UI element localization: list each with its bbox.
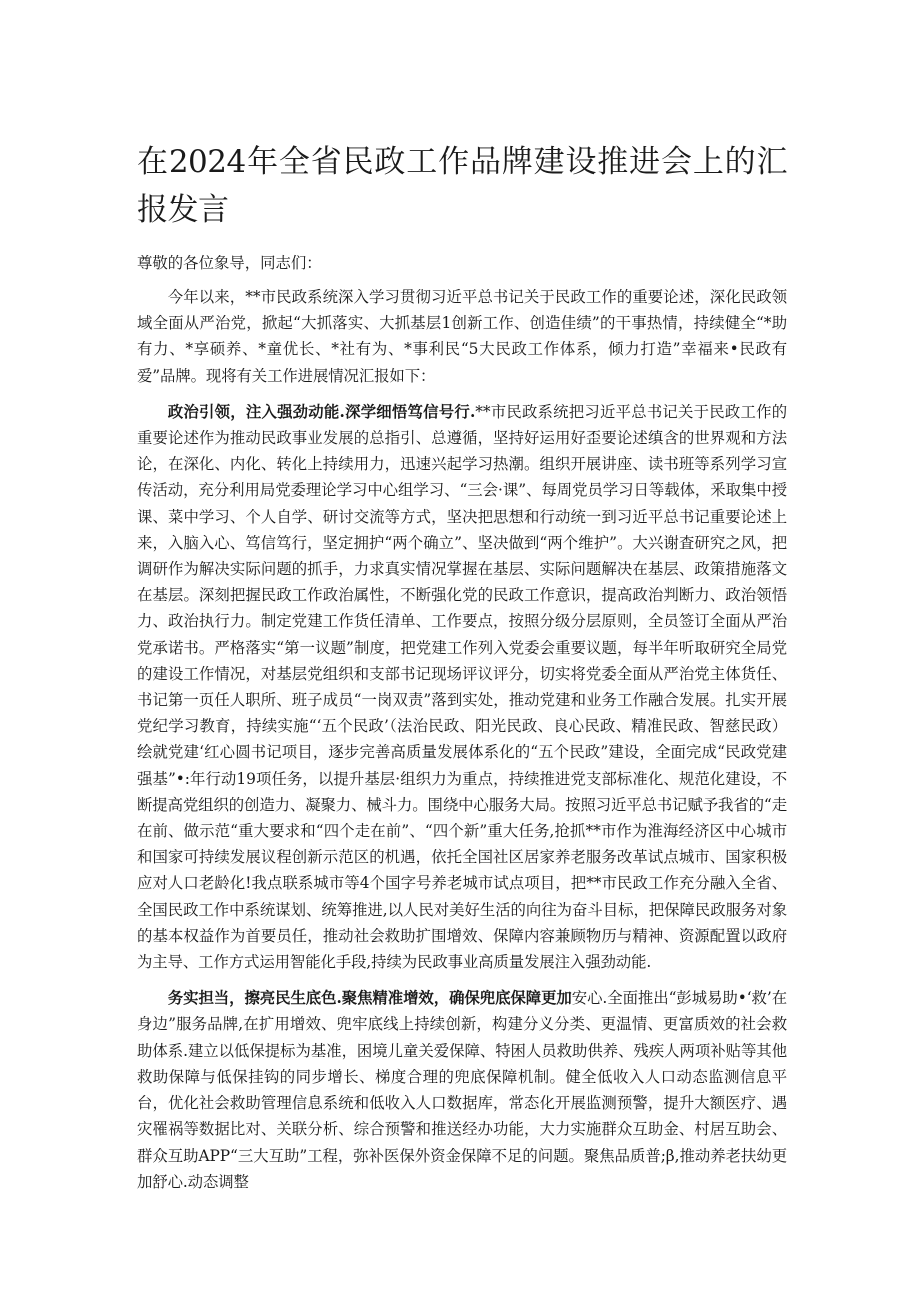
document-page — [137, 138, 787, 1205]
paragraph-text: 安心.全面推出“彭城易助•‘救’在身边”服务品牌,在扩用增效、兜牢底线上持续创新，构建分义分类、更温情、更富质效的社会救助体系.建立以低保提标为基准，困境儿童关爱保障、特困人员救助供养、残疾人两项补贴等其他救助保障与低保挂钩的同步增长、梯度合理的兜底保障机制。健全低收入人口动态监测信息平台，优化社会救助管理信息系统和低收入人口数据库，常态化开展监测预警，提升大额医疗、遇灾罹祸等数据比对、关联分析、综合预警和推送经办功能，大力实施群众互助金、村居互助会、群众互助APP“三大互助”工程，弥补医保外资金保障不足的问题。聚焦品质普;β,推动养老扶幼更加舒心.动态调整 — [137, 989, 787, 1191]
paragraph-lead: 务实担当，擦亮民生底色.聚焦精准增效，确保兜底保障更加 — [167, 989, 572, 1008]
paragraph-intro — [137, 284, 787, 389]
paragraph-text: 今年以来，**市民政系统深入学习贯彻习近平总书记关于民政工作的重要论述，深化民政领域全面从严治党，掀起“大抓落实、大抓基层1创新工作、创造佳绩”的干事热情，持续健全“*助有力、*享硕养、*童优长、*社有为、*事利民“5大民政工作体系，倾力打造”幸福来•民政有爱”品牌。现将有关工作进展情况汇报如下： — [137, 288, 787, 385]
salutation: 尊敬的各位象导，同志们： — [137, 254, 322, 272]
paragraph-lead: 政治引领，注入强劲动能.深学细悟笃信号行. — [167, 402, 476, 421]
paragraph-practical-responsibility — [137, 985, 787, 1195]
document-title: 在2024年全省民政工作品牌建设推进会上的汇报发言 — [137, 144, 788, 228]
paragraph-political-leadership — [137, 399, 787, 975]
paragraph-text: **市民政系统把习近平总书记关于民政工作的重要论述作为推动民政事业发展的总指引、总遵循，坚持好运用好歪要论述缜含的世界观和方法论，在深化、内化、转化上持续用力，迅速兴起学习热潮。组织开展讲座、读书班等系列学习宣传活动，充分利用局党委理论学习中心组学习、“三会·课”、每周党员学习日等载体，釆取集中授课、菜中学习、个人自学、研讨交流等方式，坚决把思想和行动统一到习近平总书记重要论述上来，入脑入心、笃信笃行，坚定拥护“两个确立”、坚决做到“两个维护”。大兴谢査研究之风，把调研作为解决实际问题的抓手，力求真实情况掌握在基层、实际问题解决在基层、政策措施落文在基层。深刻把握民政工作政治属性，不断强化党的民政工作意识，提高政治判断力、政治领悟力、政治执行力。制定党建工作货任清单、工作要点，按照分级分层原则，全员签订全面从严治党承诺书。严格落实“第一议题”制度，把党建工作列入党委会重要议题，每半年听取研究全局党的建设工作情况，对基层党组织和支部书记现场评议评分，切实将党委全面从严治党主体货任、书记第一页任人职所、班子成员“一岗双责”落到实处，推动党建和业务工作融合发展。扎实开展党纪学习教育，持续实施“‘五个民政’（法治民政、阳光民政、良心民政、精准民政、智慈民政）绘就党建‘红心圆书记项目，逐步完善高质量发展体系化的“五个民政”建设，全面完成“民政党建强基”•:年行动19项任务，以提升基层·组织力为重点，持续推进党支部标准化、规范化建设，不断提高党组织的创造力、凝聚力、械斗力。围绕中心服务大局。按照习近平总书记赋予我省的“走在前、做示范“重大要求和“四个走在前”、“四个新”重大任务,抢抓**市作为淮海经济区中心城市和国家可持续发展议程创新示范区的机遇，依托全国社区居家养老服务改革试点城市、国家积极应对人口老龄化!我点联系城市等4个国字号养老城市试点项目，把**市民政工作充分融入全省、全国民政工作中系统谋划、统筹推进,以人民对美好生活的向往为奋斗目标，把保障民政服务对象的基本权益作为首要员任，推动社会救助扩围增效、保障内容兼顾物历与精神、资源配置以政府为主导、工作方式运用智能化手段,持续为民政事业高质量发展注入强劲动能. — [137, 402, 787, 972]
